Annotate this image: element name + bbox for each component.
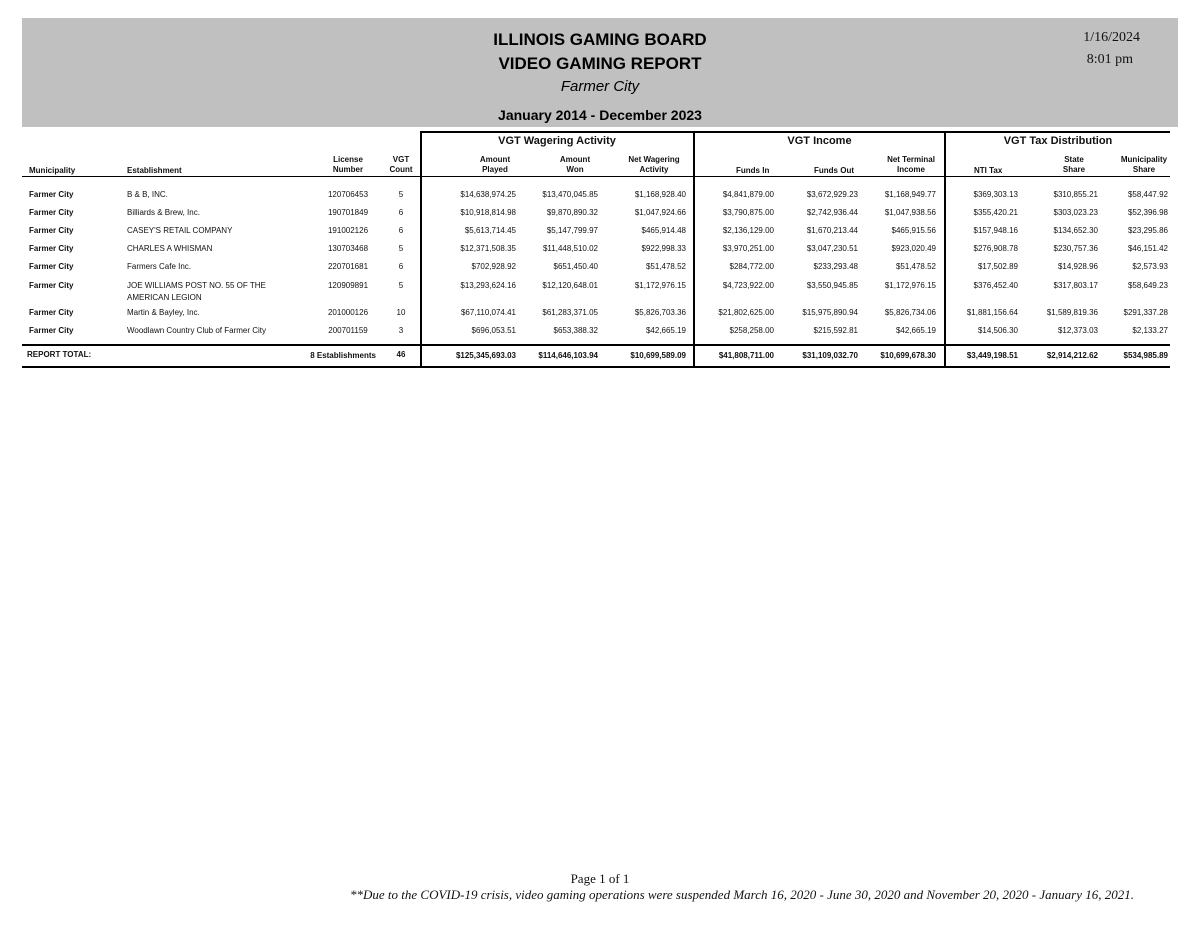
report-title: ILLINOIS GAMING BOARD [493,30,707,49]
cell-fundsin: $3,970,251.00 [722,244,774,253]
cell-fundsout: $1,670,213.44 [806,226,858,235]
cell-won: $653,388.32 [553,326,598,335]
totals-fundsin: $41,808,711.00 [718,351,774,360]
cell-license: 200701159 [328,326,368,335]
cell-fundsout: $215,592.81 [813,326,858,335]
cell-state: $303,023.23 [1053,208,1098,217]
cell-won: $11,448,510.02 [542,244,598,253]
totals-establishments: 8 Establishments [310,351,376,360]
cell-muni: $2,573.93 [1132,262,1168,271]
totals-vgt: 46 [396,350,406,359]
totals-fundsout: $31,109,032.70 [802,351,858,360]
col-establishment: Establishment [127,166,182,175]
cell-netwag: $1,172,976.15 [634,281,686,290]
col-vgt-line1: VGT [392,155,410,164]
cell-nti: $42,665.19 [895,326,936,335]
cell-netwag: $1,047,924.66 [634,208,686,217]
cell-netwag: $1,168,928.40 [634,190,686,199]
cell-nti: $1,172,976.15 [884,281,936,290]
totals-label: REPORT TOTAL: [27,350,92,359]
cell-municipality: Farmer City [29,226,74,235]
cell-won: $651,450.40 [553,262,598,271]
totals-netwag: $10,699,589.09 [630,351,686,360]
cell-ntitax: $14,506.30 [977,326,1018,335]
cell-nti: $465,915.56 [891,226,936,235]
covid-footnote: **Due to the COVID-19 crisis, video gaming operations were suspended March 16, 2020 - June 30, 2020 and November 20, 2020 - January 16, 2021. [350,887,1134,902]
report-period: January 2014 - December 2023 [498,107,702,123]
cell-fundsout: $3,550,945.85 [806,281,858,290]
col-state-share [1046,155,1102,175]
cell-netwag: $42,665.19 [645,326,686,335]
cell-municipality: Farmer City [29,308,74,317]
cell-muni: $58,447.92 [1127,190,1168,199]
cell-establishment: CASEY'S RETAIL COMPANY [127,226,233,235]
col-muni-line2: Share [1132,165,1156,174]
cell-fundsout: $233,293.48 [813,262,858,271]
cell-ntitax: $376,452.40 [973,281,1018,290]
cell-license: 201000126 [327,308,369,317]
cell-license: 190701849 [327,208,369,217]
cell-nti: $5,826,734.06 [884,308,936,317]
header-underline [22,176,1170,177]
totals-nti: $10,699,678.30 [880,351,936,360]
cell-nti: $1,168,949.77 [884,190,936,199]
municipality-name: Farmer City [560,78,640,95]
cell-establishment-line2: AMERICAN LEGION [127,293,202,302]
col-played-line2: Played [482,165,508,174]
cell-nti: $923,020.49 [891,244,936,253]
col-state-line1: State [1064,155,1084,164]
cell-nti: $51,478.52 [895,262,936,271]
cell-won: $5,147,799.97 [546,226,598,235]
cell-vgt: 3 [398,326,404,335]
col-license [320,155,376,175]
cell-municipality: Farmer City [29,326,74,335]
cell-fundsin: $258,258.00 [729,326,774,335]
cell-played: $14,638,974.25 [460,190,516,199]
cell-won: $61,283,371.05 [542,308,598,317]
cell-establishment: CHARLES A WHISMAN [127,244,213,253]
cell-ntitax: $1,881,156.64 [966,308,1018,317]
col-nti-line2: Income [896,165,925,174]
cell-vgt: 6 [398,226,404,235]
cell-municipality: Farmer City [29,208,74,217]
cell-municipality: Farmer City [29,262,74,271]
totals-muni: $534,985.89 [1123,351,1168,360]
cell-establishment: Woodlawn Country Club of Farmer City [127,326,267,335]
cell-ntitax: $17,502.89 [977,262,1018,271]
cell-vgt: 5 [398,190,404,199]
cell-won: $12,120,648.01 [542,281,598,290]
cell-municipality: Farmer City [29,281,74,290]
totals-ntitax: $3,449,198.51 [966,351,1018,360]
cell-ntitax: $276,908.78 [973,244,1018,253]
cell-fundsout: $3,047,230.51 [806,244,858,253]
cell-establishment: JOE WILLIAMS POST NO. 55 OF THE [127,281,266,290]
cell-nti: $1,047,938.56 [884,208,936,217]
cell-license: 120909891 [327,281,369,290]
cell-establishment: Billiards & Brew, Inc. [127,208,200,217]
cell-fundsin: $284,772.00 [729,262,774,271]
cell-state: $12,373.03 [1057,326,1098,335]
cell-state: $134,652.30 [1053,226,1098,235]
cell-establishment: B & B, INC. [127,190,168,199]
cell-played: $10,918,814.98 [460,208,516,217]
cell-fundsin: $4,841,879.00 [722,190,774,199]
cell-played: $5,613,714.45 [464,226,516,235]
totals-state: $2,914,212.62 [1046,351,1098,360]
cell-state: $14,928.96 [1057,262,1098,271]
report-time: 8:01 pm [1086,52,1133,67]
cell-state: $310,855.21 [1053,190,1098,199]
col-net-wagering [620,155,688,175]
cell-played: $696,053.51 [471,326,516,335]
cell-netwag: $5,826,703.36 [634,308,686,317]
cell-netwag: $51,478.52 [645,262,686,271]
cell-played: $12,371,508.35 [460,244,516,253]
col-netwag-line1: Net Wagering [628,155,680,164]
col-net-terminal-income [877,155,945,175]
cell-state: $1,589,819.36 [1046,308,1098,317]
col-amount-played [463,155,527,175]
divider-wagering [420,131,422,367]
col-municipality-share [1114,155,1174,175]
cell-netwag: $465,914.48 [641,226,686,235]
cell-muni: $23,295.86 [1127,226,1168,235]
cell-vgt: 6 [398,208,404,217]
cell-muni: $46,151.42 [1127,244,1168,253]
cell-license: 220701681 [327,262,369,271]
col-nti-tax: NTI Tax [974,166,1003,175]
cell-vgt: 6 [398,262,404,271]
col-municipality: Municipality [29,166,76,175]
col-played-line1: Amount [479,155,511,164]
cell-played: $702,928.92 [471,262,516,271]
col-state-line2: Share [1062,165,1086,174]
cell-fundsin: $3,790,875.00 [722,208,774,217]
cell-license: 130703468 [327,244,369,253]
cell-won: $13,470,045.85 [542,190,598,199]
col-amount-won [543,155,607,175]
cell-vgt: 5 [398,281,404,290]
cell-fundsin: $2,136,129.00 [722,226,774,235]
cell-won: $9,870,890.32 [546,208,598,217]
cell-played: $67,110,074.41 [460,308,516,317]
cell-ntitax: $369,303.13 [973,190,1018,199]
report-date: 1/16/2024 [1083,30,1140,45]
cell-vgt: 10 [396,308,406,317]
col-netwag-line2: Activity [639,165,669,174]
report-header [22,18,1178,127]
cell-establishment: Farmers Cafe Inc. [127,262,192,271]
cell-muni: $58,649.23 [1127,281,1168,290]
col-funds-out: Funds Out [814,166,854,175]
cell-establishment: Martin & Bayley, Inc. [127,308,200,317]
col-license-line1: License [333,155,363,164]
col-license-line2: Number [332,165,364,174]
cell-license: 120706453 [327,190,369,199]
totals-won: $114,646,103.94 [538,351,598,360]
totals-played: $125,345,693.03 [455,351,516,360]
cell-played: $13,293,624.16 [460,281,516,290]
cell-municipality: Farmer City [29,190,74,199]
cell-state: $317,803.17 [1053,281,1098,290]
cell-muni: $2,133.27 [1132,326,1168,335]
cell-muni: $52,396.98 [1127,208,1168,217]
cell-municipality: Farmer City [29,244,74,253]
group-wagering-activity: VGT Wagering Activity [421,131,693,152]
cell-vgt: 5 [398,244,404,253]
cell-fundsin: $21,802,625.00 [718,308,774,317]
col-vgt-line2: Count [389,165,413,174]
col-funds-in: Funds In [736,166,770,175]
cell-license: 191002126 [327,226,369,235]
col-nti-line1: Net Terminal [887,155,935,164]
col-muni-line1: Municipality [1120,155,1168,164]
group-vgt-income: VGT Income [695,131,944,152]
cell-fundsin: $4,723,922.00 [722,281,774,290]
cell-state: $230,757.36 [1053,244,1098,253]
cell-fundsout: $2,742,936.44 [806,208,858,217]
col-won-line2: Won [566,165,584,174]
col-vgt-count [383,155,419,175]
report-subtitle: VIDEO GAMING REPORT [498,54,702,73]
cell-netwag: $922,998.33 [641,244,686,253]
col-won-line1: Amount [559,155,591,164]
totals-bottom-rule [22,366,1170,368]
cell-ntitax: $157,948.16 [973,226,1018,235]
cell-fundsout: $3,672,929.23 [806,190,858,199]
cell-fundsout: $15,975,890.94 [802,308,858,317]
totals-top-rule [22,344,1170,346]
page-number: Page 1 of 1 [570,871,630,886]
cell-ntitax: $355,420.21 [973,208,1018,217]
group-tax-distribution: VGT Tax Distribution [946,131,1170,152]
cell-muni: $291,337.28 [1123,308,1168,317]
